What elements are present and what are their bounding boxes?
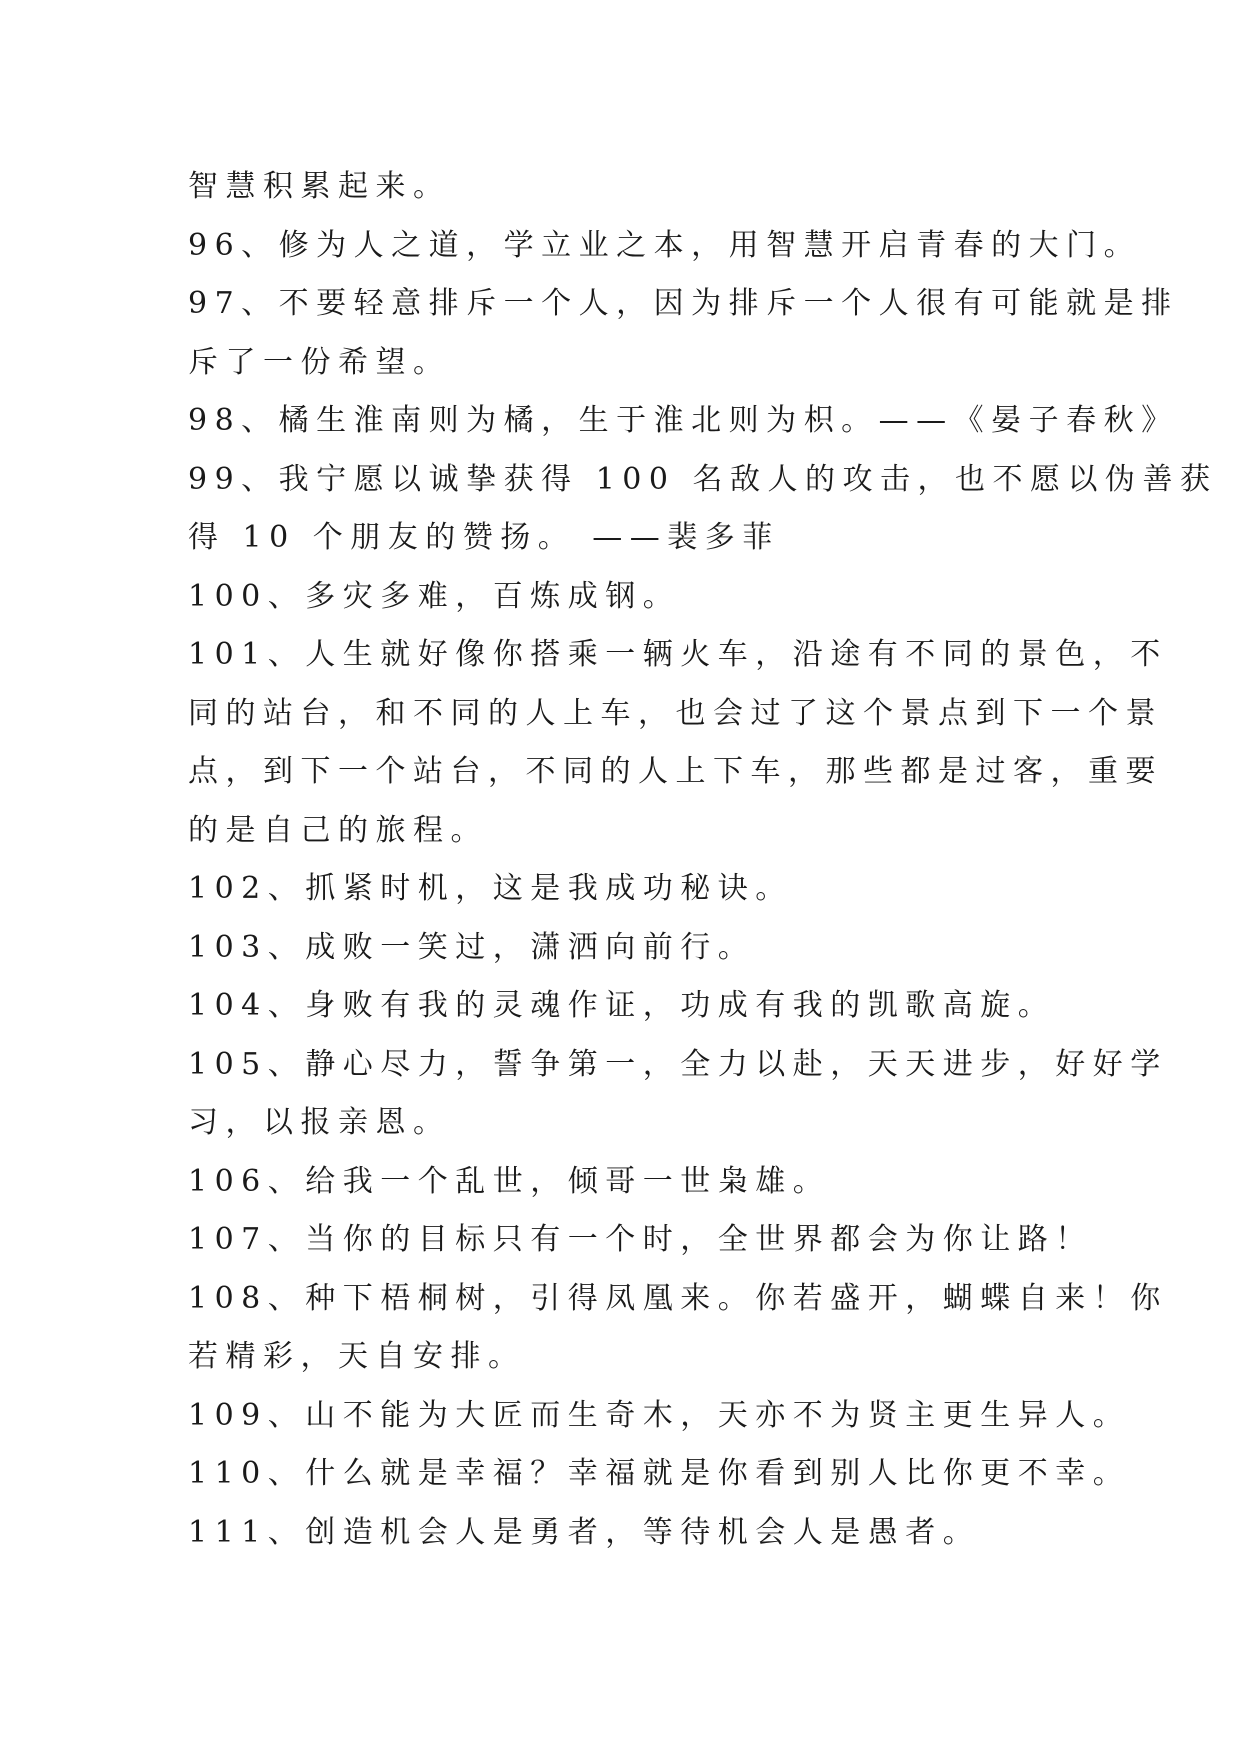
text-line: 智慧积累起来。 xyxy=(188,169,451,204)
text-line: 103、成败一笑过，潇洒向前行。 xyxy=(188,929,756,965)
text-line: 107、当你的目标只有一个时，全世界都会为你让路！ xyxy=(188,1222,1093,1257)
text-line: 的是自己的旅程。 xyxy=(188,812,488,848)
text-line: 96、修为人之道，学立业之本，用智慧开启青春的大门。 xyxy=(188,227,1142,263)
text-line: 斥了一份希望。 xyxy=(188,344,451,380)
text-line: 点，到下一个站台，不同的人上下车，那些都是过客，重要 xyxy=(188,754,1163,789)
text-line: 108、种下梧桐树，引得凤凰来。你若盛开，蝴蝶自来！你 xyxy=(188,1280,1168,1316)
document-body xyxy=(188,158,1218,1562)
text-line: 110、什么就是幸福？幸福就是你看到别人比你更不幸。 xyxy=(188,1456,1131,1491)
text-line: 97、不要轻意排斥一个人，因为排斥一个人很有可能就是排 xyxy=(188,286,1179,321)
text-line: 若精彩，天自安排。 xyxy=(188,1339,526,1374)
text-line: 得 10 个朋友的赞扬。 ——裴多菲 xyxy=(188,520,780,555)
text-line: 106、给我一个乱世，倾哥一世枭雄。 xyxy=(188,1163,831,1199)
text-line: 98、橘生淮南则为橘，生于淮北则为枳。——《晏子春秋》 xyxy=(188,403,1179,438)
text-line: 同的站台，和不同的人上车，也会过了这个景点到下一个景 xyxy=(188,695,1163,731)
text-line: 109、山不能为大匠而生奇木，天亦不为贤主更生异人。 xyxy=(188,1397,1131,1433)
text-line: 100、多灾多难，百炼成钢。 xyxy=(188,578,681,614)
text-line: 111、创造机会人是勇者，等待机会人是愚者。 xyxy=(188,1514,981,1550)
text-line: 104、身败有我的灵魂作证，功成有我的凯歌高旋。 xyxy=(188,988,1056,1023)
text-line: 99、我宁愿以诚挚获得 100 名敌人的攻击，也不愿以伪善获 xyxy=(188,461,1218,497)
text-line: 102、抓紧时机，这是我成功秘诀。 xyxy=(188,871,793,906)
text-line: 习，以报亲恩。 xyxy=(188,1105,451,1140)
text-line: 101、人生就好像你搭乘一辆火车，沿途有不同的景色，不 xyxy=(188,637,1168,672)
text-line: 105、静心尽力，誓争第一，全力以赴，天天进步，好好学 xyxy=(188,1046,1168,1082)
